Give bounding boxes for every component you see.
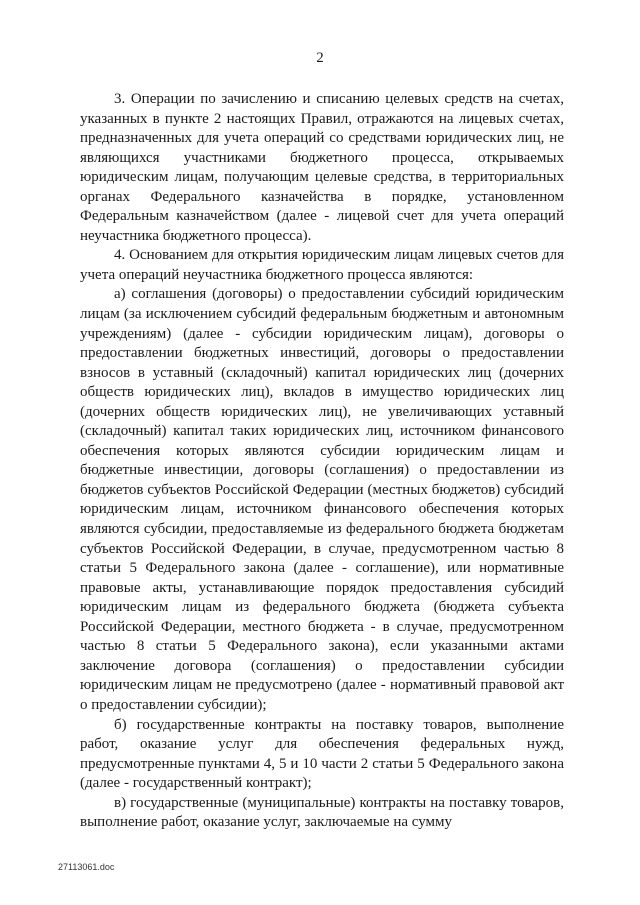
paragraph-4b-state-contracts: б) государственные контракты на поставку товаров, выполнение работ, оказание услуг для обеспечения федеральных нужд, предусмотренные пунктами 4, 5 и 10 части 2 статьи 5 Федерального закона (далее - государственный контракт); bbox=[80, 716, 564, 792]
paragraph-4a-agreements: а) соглашения (договоры) о предоставлении субсидий юридическим лицам (за исключением субсидий федеральным бюджетным и автономным учреждениям) (далее - субсидии юридическим лицам), договоры о предоставлении бюджетных инвестиций, договоры о предоставлении взносов в уставный (складочный) капитал юридических лиц (дочерних обществ юридических лиц), вкладов в имущество юридических лиц (дочерних обществ юридических лиц), не увеличивающих уставный (складочный) капитал таких юридических лиц, источником финансового обеспечения которых являются субсидии юридическим лицам и бюджетные инвестиции, договоры (соглашения) о предоставлении из бюджетов субъектов Российской Федерации (местных бюджетов) субсидий юридическим лицам, источником финансового обеспечения которых являются субсидии, предоставляемые из федерального бюджета бюджетам субъектов Российской Федерации, в случае, предусмотренном частью 8 статьи 5 Федерального закона (далее - соглашение), или нормативные правовые акты, устанавливающие порядок предоставления субсидий юридическим лицам из федерального бюджета (бюджета субъекта Российской Федерации, местного бюджета - в случае, предусмотренном частью 8 статьи 5 Федерального закона), если указанными актами заключение договора (соглашения) о предоставлении субсидии юридическим лицам не предусмотрено (далее - нормативный правовой акт о предоставлении субсидии); bbox=[80, 286, 564, 713]
document-body bbox=[80, 90, 564, 833]
document-file-id: 27113061.doc bbox=[58, 862, 115, 872]
page-number: 2 bbox=[316, 50, 324, 66]
paragraph-4c-municipal-contracts: в) государственные (муниципальные) контракты на поставку товаров, выполнение работ, оказание услуг, заключаемые на сумму bbox=[80, 794, 564, 831]
paragraph-3-operations: 3. Операции по зачислению и списанию целевых средств на счетах, указанных в пункте 2 настоящих Правил, отражаются на лицевых счетах, предназначенных для учета операций со средствами юридических лиц, не являющихся участниками бюджетного процесса, открываемых юридическим лицам, получающим целевые средства, в территориальных органах Федерального казначейства в порядке, установленном Федеральным казначейством (далее - лицевой счет для учета операций неучастника бюджетного процесса). bbox=[80, 91, 564, 244]
paragraph-4-grounds: 4. Основанием для открытия юридическим лицам лицевых счетов для учета операций неучастника бюджетного процесса являются: bbox=[80, 247, 564, 283]
